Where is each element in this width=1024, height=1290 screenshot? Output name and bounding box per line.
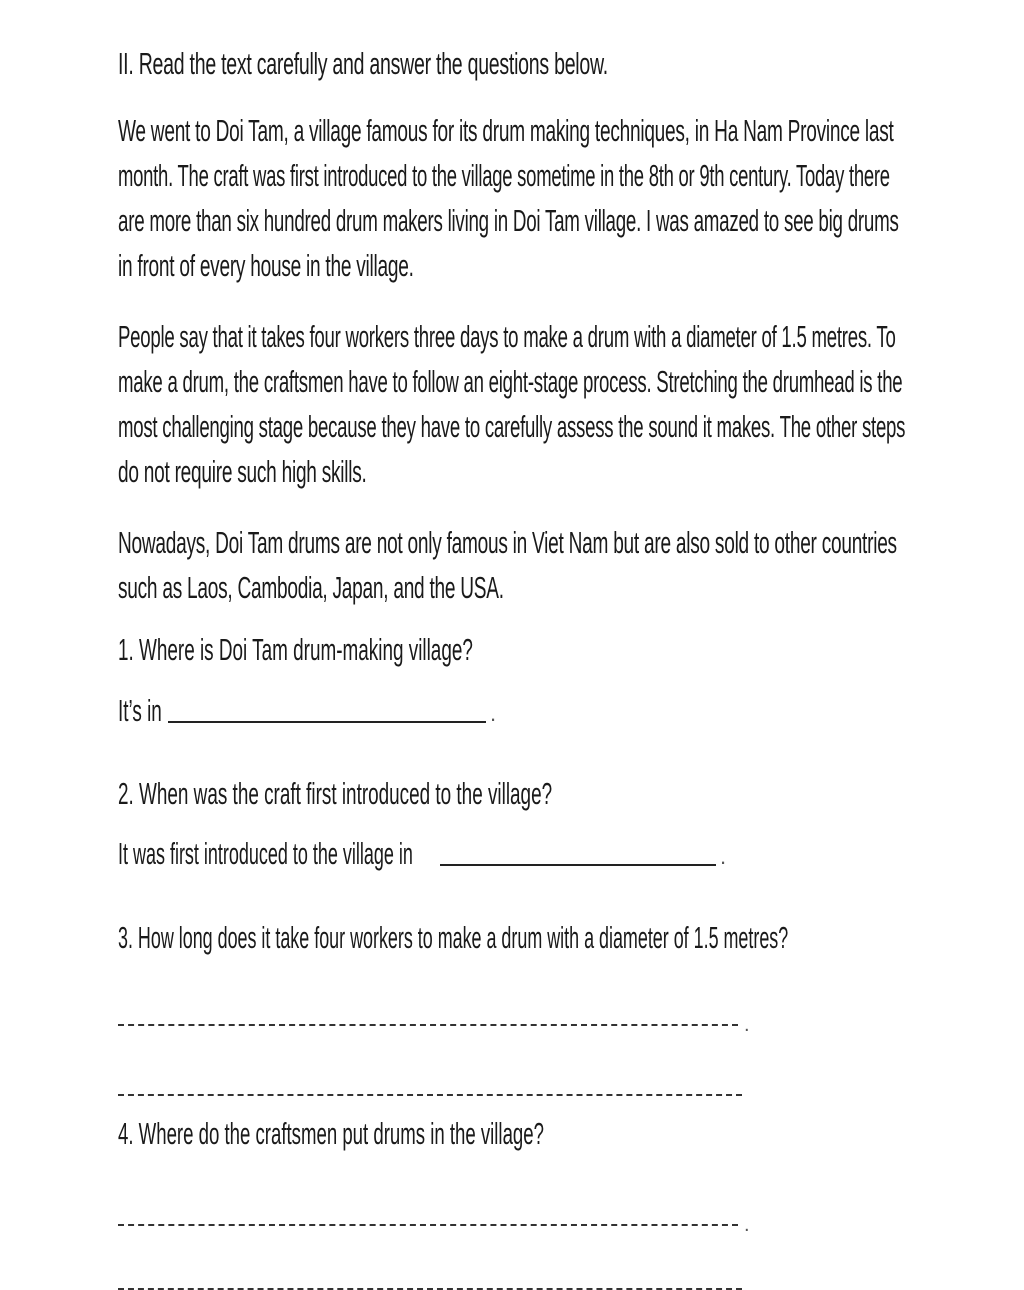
answer-line-3b[interactable]	[118, 1092, 742, 1096]
answer-end-4: .	[744, 1214, 750, 1236]
question-3: 3. How long does it take four workers to make a drum with a diameter of 1.5 metres?	[118, 920, 789, 955]
answer-row-2	[118, 834, 726, 874]
question-4: 4. Where do the craftsmen put drums in the village?	[118, 1116, 544, 1151]
paragraph-2	[118, 314, 1024, 494]
paragraph-line: People say that it takes four workers three days to make a drum with a diameter of 1.5 metres. To	[118, 319, 896, 354]
paragraph-line: such as Laos, Cambodia, Japan, and the USA.	[118, 570, 504, 605]
answer-end-3: .	[744, 1014, 750, 1036]
paragraph-line: make a drum, the craftsmen have to follow an eight-stage process. Stretching the drumhead is the	[118, 364, 903, 399]
paragraph-1	[118, 108, 1024, 288]
paragraph-line: We went to Doi Tam, a village famous for its drum making techniques, in Ha Nam Province last	[118, 113, 894, 148]
question-1: 1. Where is Doi Tam drum-making village?	[118, 632, 473, 667]
answer-row-1	[118, 691, 496, 731]
paragraph-line: do not require such high skills.	[118, 454, 367, 489]
paragraph-line: most challenging stage because they have to carefully assess the sound it makes. The other steps	[118, 409, 906, 444]
answer-line-4a[interactable]	[118, 1222, 738, 1226]
answer-lead-2: It was first introduced to the village in	[118, 836, 413, 871]
answer-end-2: .	[720, 844, 727, 869]
answer-blank-2[interactable]	[440, 863, 716, 866]
paragraph-3	[118, 520, 1024, 610]
answer-line-3a[interactable]	[118, 1022, 738, 1026]
paragraph-line: in front of every house in the village.	[118, 248, 414, 283]
paragraph-line: Nowadays, Doi Tam drums are not only famous in Viet Nam but are also sold to other countries	[118, 525, 897, 560]
answer-lead-1: It’s in	[118, 693, 162, 728]
answer-line-4b[interactable]	[118, 1286, 742, 1290]
paragraph-line: month. The craft was first introduced to the village sometime in the 8th or 9th century. Today there	[118, 158, 890, 193]
answer-end-1: .	[490, 701, 497, 726]
answer-blank-1[interactable]	[168, 720, 486, 723]
paragraph-line: are more than six hundred drum makers living in Doi Tam village. I was amazed to see big drums	[118, 203, 899, 238]
question-2: 2. When was the craft first introduced to the village?	[118, 776, 553, 811]
instruction-heading: II. Read the text carefully and answer the questions below.	[118, 46, 608, 81]
